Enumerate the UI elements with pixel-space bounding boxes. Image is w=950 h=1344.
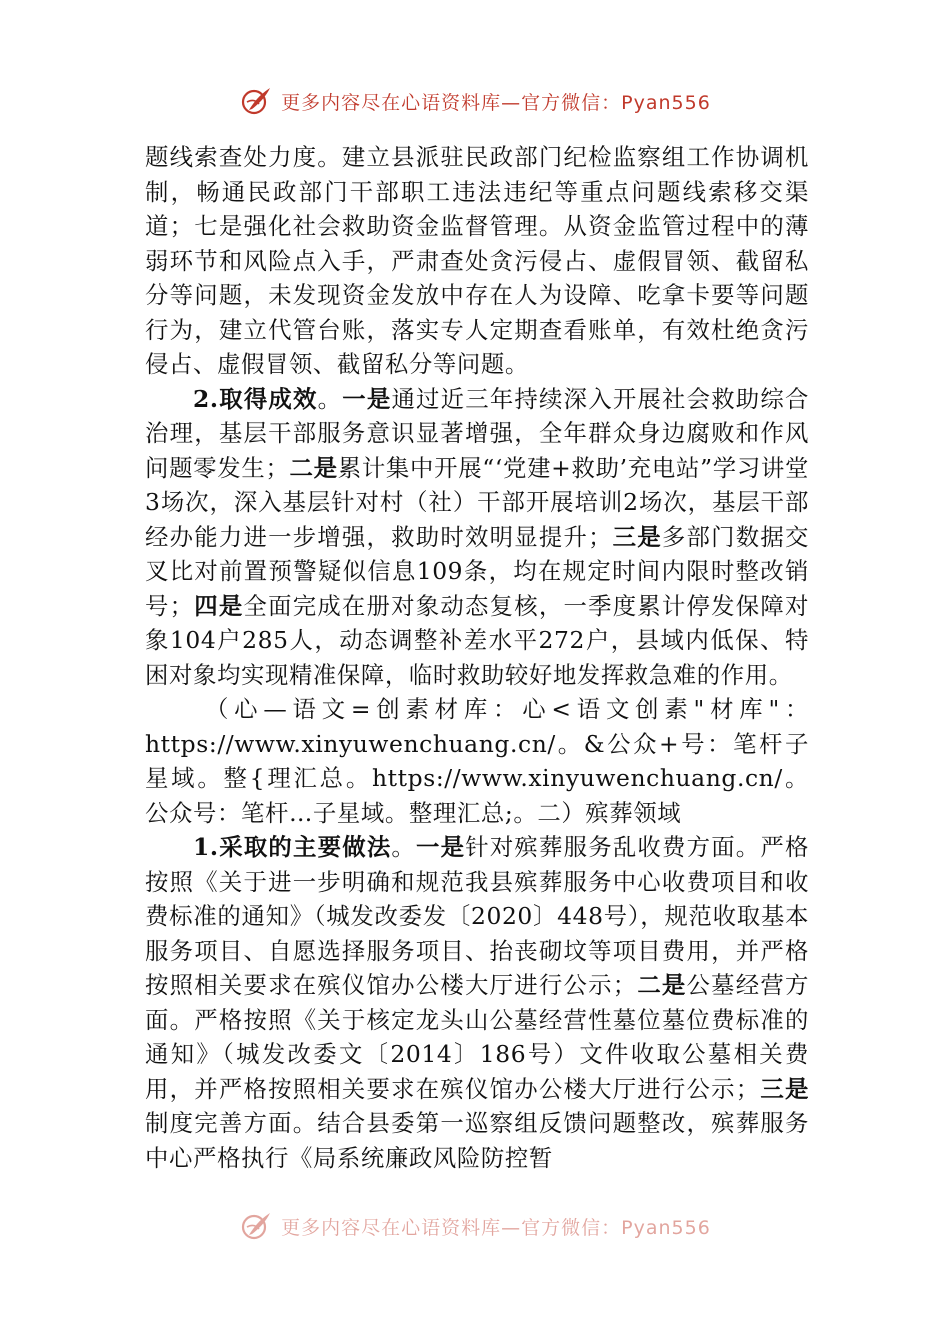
section-heading-measures: 1.采取的主要做法 [193, 833, 392, 861]
paragraph-4 [145, 830, 809, 1175]
footer-watermark [0, 1209, 950, 1243]
text-span: 全面完成在册对象动态复核，一季度累计停发保障对象104户285人，动态调整补差水平272户，县域内低保、特困对象均实现精准保障，临时救助较好地发挥救急难的作用。 [145, 591, 809, 689]
text-span: 通过近三年持续深入开展社会救助综合治理，基层干部服务意识显著增强，全年群众身边腐败和作风问题零发生； [145, 384, 809, 482]
watermark-text: 更多内容尽在心语资料库—官方微信：Pyan556 [281, 1216, 711, 1239]
text-span: 累计集中开展“‘党建+救助’充电站”学习讲堂3场次，深入基层针对村（社）干部开展培训2场次，基层干部经办能力进一步增强，救助时效明显提升； [145, 453, 809, 551]
text-span: 制度完善方面。结合县委第一巡察组反馈问题整改，殡葬服务中心严格执行《局系统廉政风险防控暂 [145, 1109, 809, 1172]
text-span: 针对殡葬服务乱收费方面。严格按照《关于进一步明确和规范我县殡葬服务中心收费项目和收费标准的通知》（城发改委发〔2020〕448号），规范收取基本服务项目、自愿选择服务项目、抬丧砌坟等项目费用，并严格按照相关要求在殡仪馆办公楼大厅进行公示； [145, 833, 809, 999]
document-body [145, 140, 809, 1175]
item-marker: 二是 [289, 453, 338, 482]
item-marker: 一是 [416, 833, 466, 861]
item-marker: 一是 [342, 384, 392, 413]
text-span: 多部门数据交叉比对前置预警疑似信息109条，均在规定时间内限时整改销号； [145, 522, 809, 620]
item-marker: 二是 [636, 971, 687, 999]
item-marker: 三是 [759, 1074, 809, 1103]
watermark-text: 更多内容尽在心语资料库—官方微信：Pyan556 [281, 91, 711, 114]
paragraph-2 [145, 382, 809, 693]
paragraph-3: （心—语文=创素材库：心<语文创素"材库"：https://www.xinyuwenchuang.cn/。&公众+号：笔杆子星域。整{理汇总。https://www.xinyuwenchuang.cn/。公众号：笔杆…子星域。整理汇总;。二）殡葬领域 [145, 695, 809, 827]
text-span: 公墓经营方面。严格按照《关于核定龙头山公墓经营性墓位墓位费标准的通知》（城发改委文〔2014〕186号）文件收取公墓相关费用，并严格按照相关要求在殡仪馆办公楼大厅进行公示； [145, 971, 809, 1103]
paragraph-1: 题线索查处力度。建立县派驻民政部门纪检监察组工作协调机制，畅通民政部门干部职工违法违纪等重点问题线索移交渠道；七是强化社会救助资金监督管理。从资金监管过程中的薄弱环节和风险点入手，严肃查处贪污侵占、虚假冒领、截留私分等问题，未发现资金发放中存在人为设障、吃拿卡要等问题行为，建立代管台账，落实专人定期查看账单，有效杜绝贪污侵占、虚假冒领、截留私分等问题。 [145, 143, 809, 378]
quill-logo-icon [239, 1209, 273, 1243]
text-span: 。 [317, 384, 343, 413]
quill-logo-icon [239, 84, 273, 118]
item-marker: 三是 [612, 522, 662, 551]
header-watermark [0, 84, 950, 118]
item-marker: 四是 [193, 591, 244, 620]
section-heading-results: 2.取得成效 [193, 384, 318, 413]
text-span: 。 [391, 833, 417, 861]
